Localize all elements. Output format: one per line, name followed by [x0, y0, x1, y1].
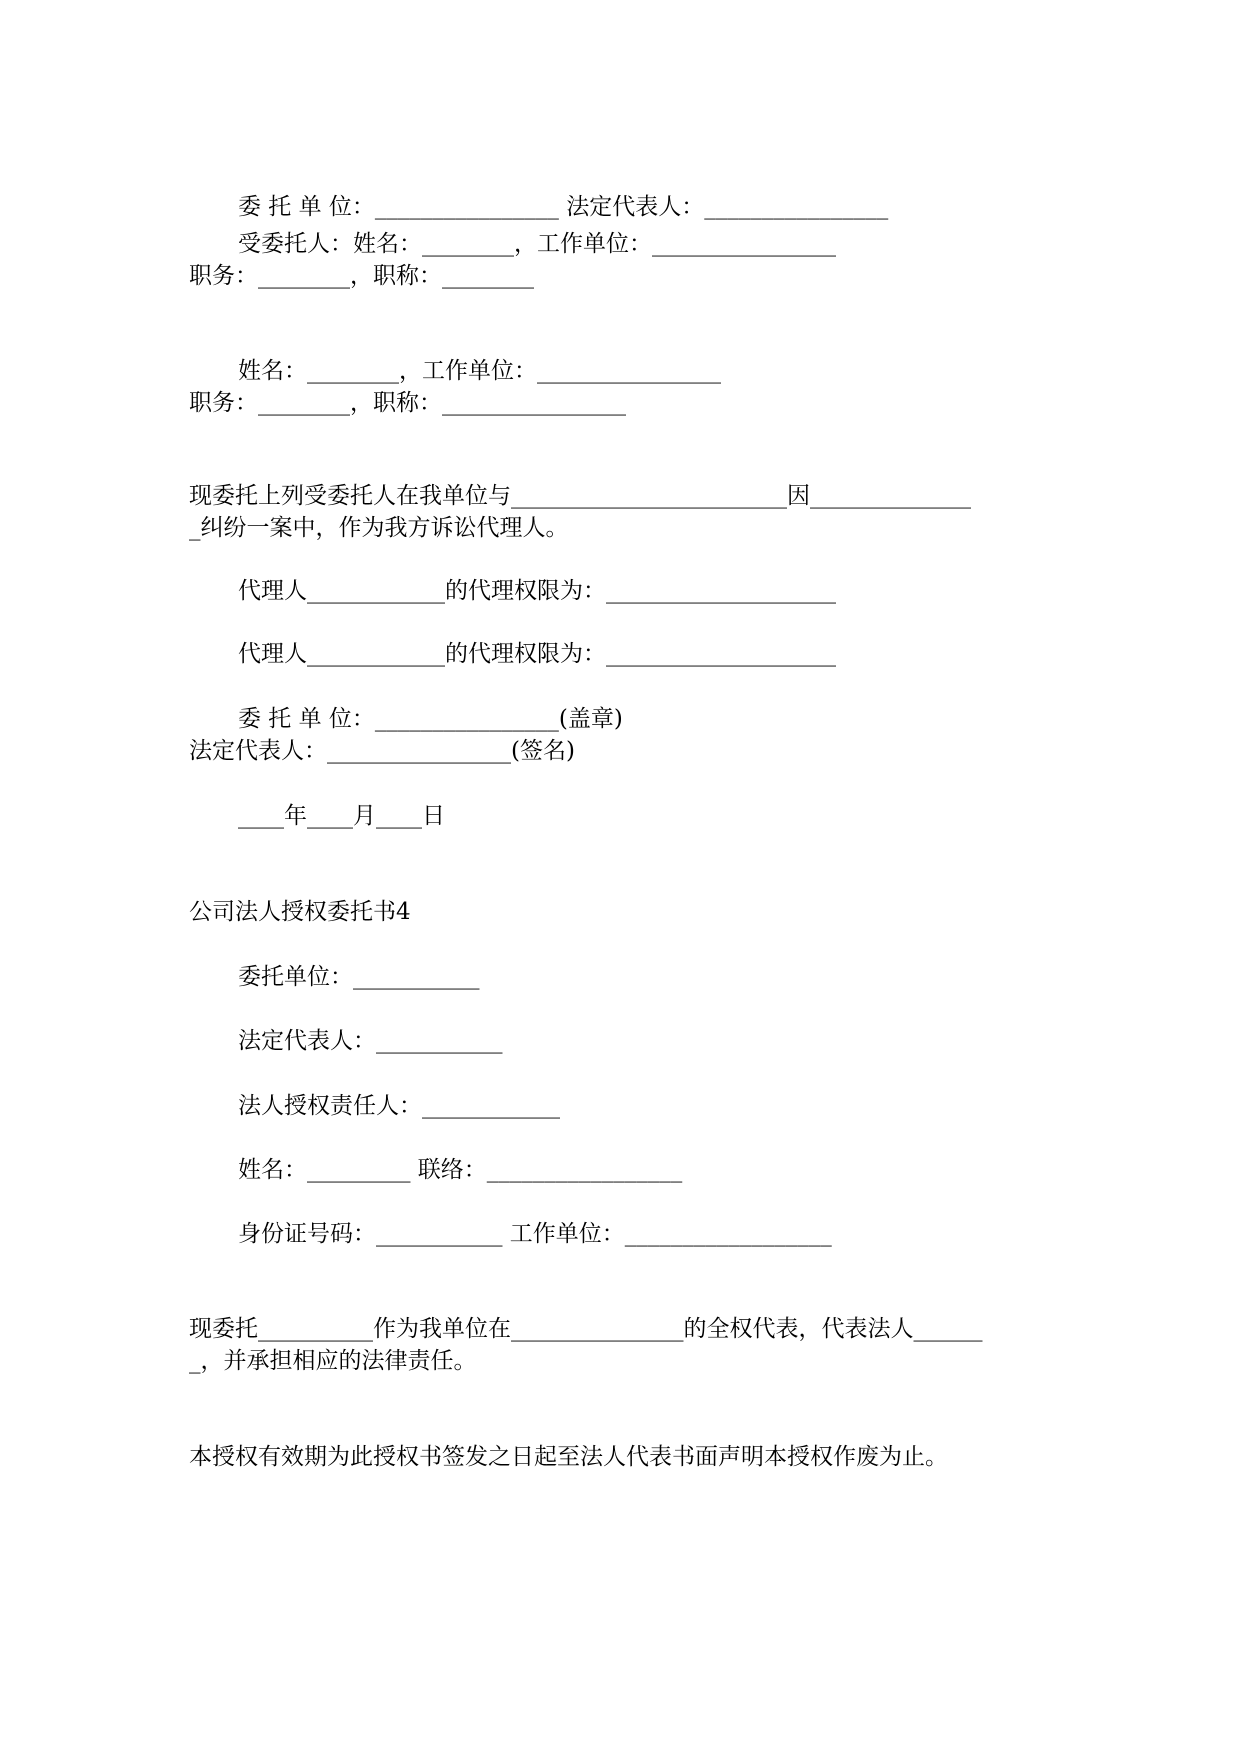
- agent-1-authority-line: 代理人____________的代理权限为：____________________: [238, 578, 836, 604]
- agent-2-authority-line: 代理人____________的代理权限为：____________________: [238, 641, 836, 667]
- authorization-statement-line-2: _，并承担相应的法律责任。: [189, 1348, 477, 1374]
- trustee-2-name-and-workplace-line: 姓名：________，工作单位：________________: [238, 358, 721, 384]
- entrusting-unit-field-line: 委托单位：___________: [238, 964, 480, 990]
- entrusting-unit-seal-line: 委 托 单 位：________________(盖章): [238, 706, 623, 732]
- date-line: ____年____月____日: [238, 803, 445, 829]
- name-and-contact-line: 姓名：_________ 联络：_________________: [238, 1157, 683, 1183]
- trustee-1-name-and-workplace-line: 受委托人：姓名：________，工作单位：________________: [238, 231, 836, 257]
- entrusting-unit-and-legal-rep-line: 委 托 单 位：________________ 法定代表人：________________: [238, 194, 889, 220]
- entrustment-statement-line-1: 现委托上列受委托人在我单位与________________________因______________: [189, 483, 971, 509]
- authorization-statement-line-1: 现委托__________作为我单位在_______________的全权代表，代表法人______: [189, 1316, 983, 1342]
- section-heading: 公司法人授权委托书4: [189, 899, 411, 925]
- legal-rep-signature-line: 法定代表人：________________(签名): [189, 738, 575, 764]
- validity-statement-line: 本授权有效期为此授权书签发之日起至法人代表书面声明本授权作废为止。: [189, 1444, 948, 1470]
- entrustment-statement-line-2: _纠纷一案中，作为我方诉讼代理人。: [189, 515, 569, 541]
- trustee-1-position-and-title-line: 职务：________，职称：________: [189, 263, 534, 289]
- authorized-person-field-line: 法人授权责任人：____________: [238, 1093, 560, 1119]
- legal-rep-field-line: 法定代表人：___________: [238, 1028, 503, 1054]
- id-number-and-workplace-line: 身份证号码：___________ 工作单位：__________________: [238, 1221, 832, 1247]
- trustee-2-position-and-title-line: 职务：________，职称：________________: [189, 390, 626, 416]
